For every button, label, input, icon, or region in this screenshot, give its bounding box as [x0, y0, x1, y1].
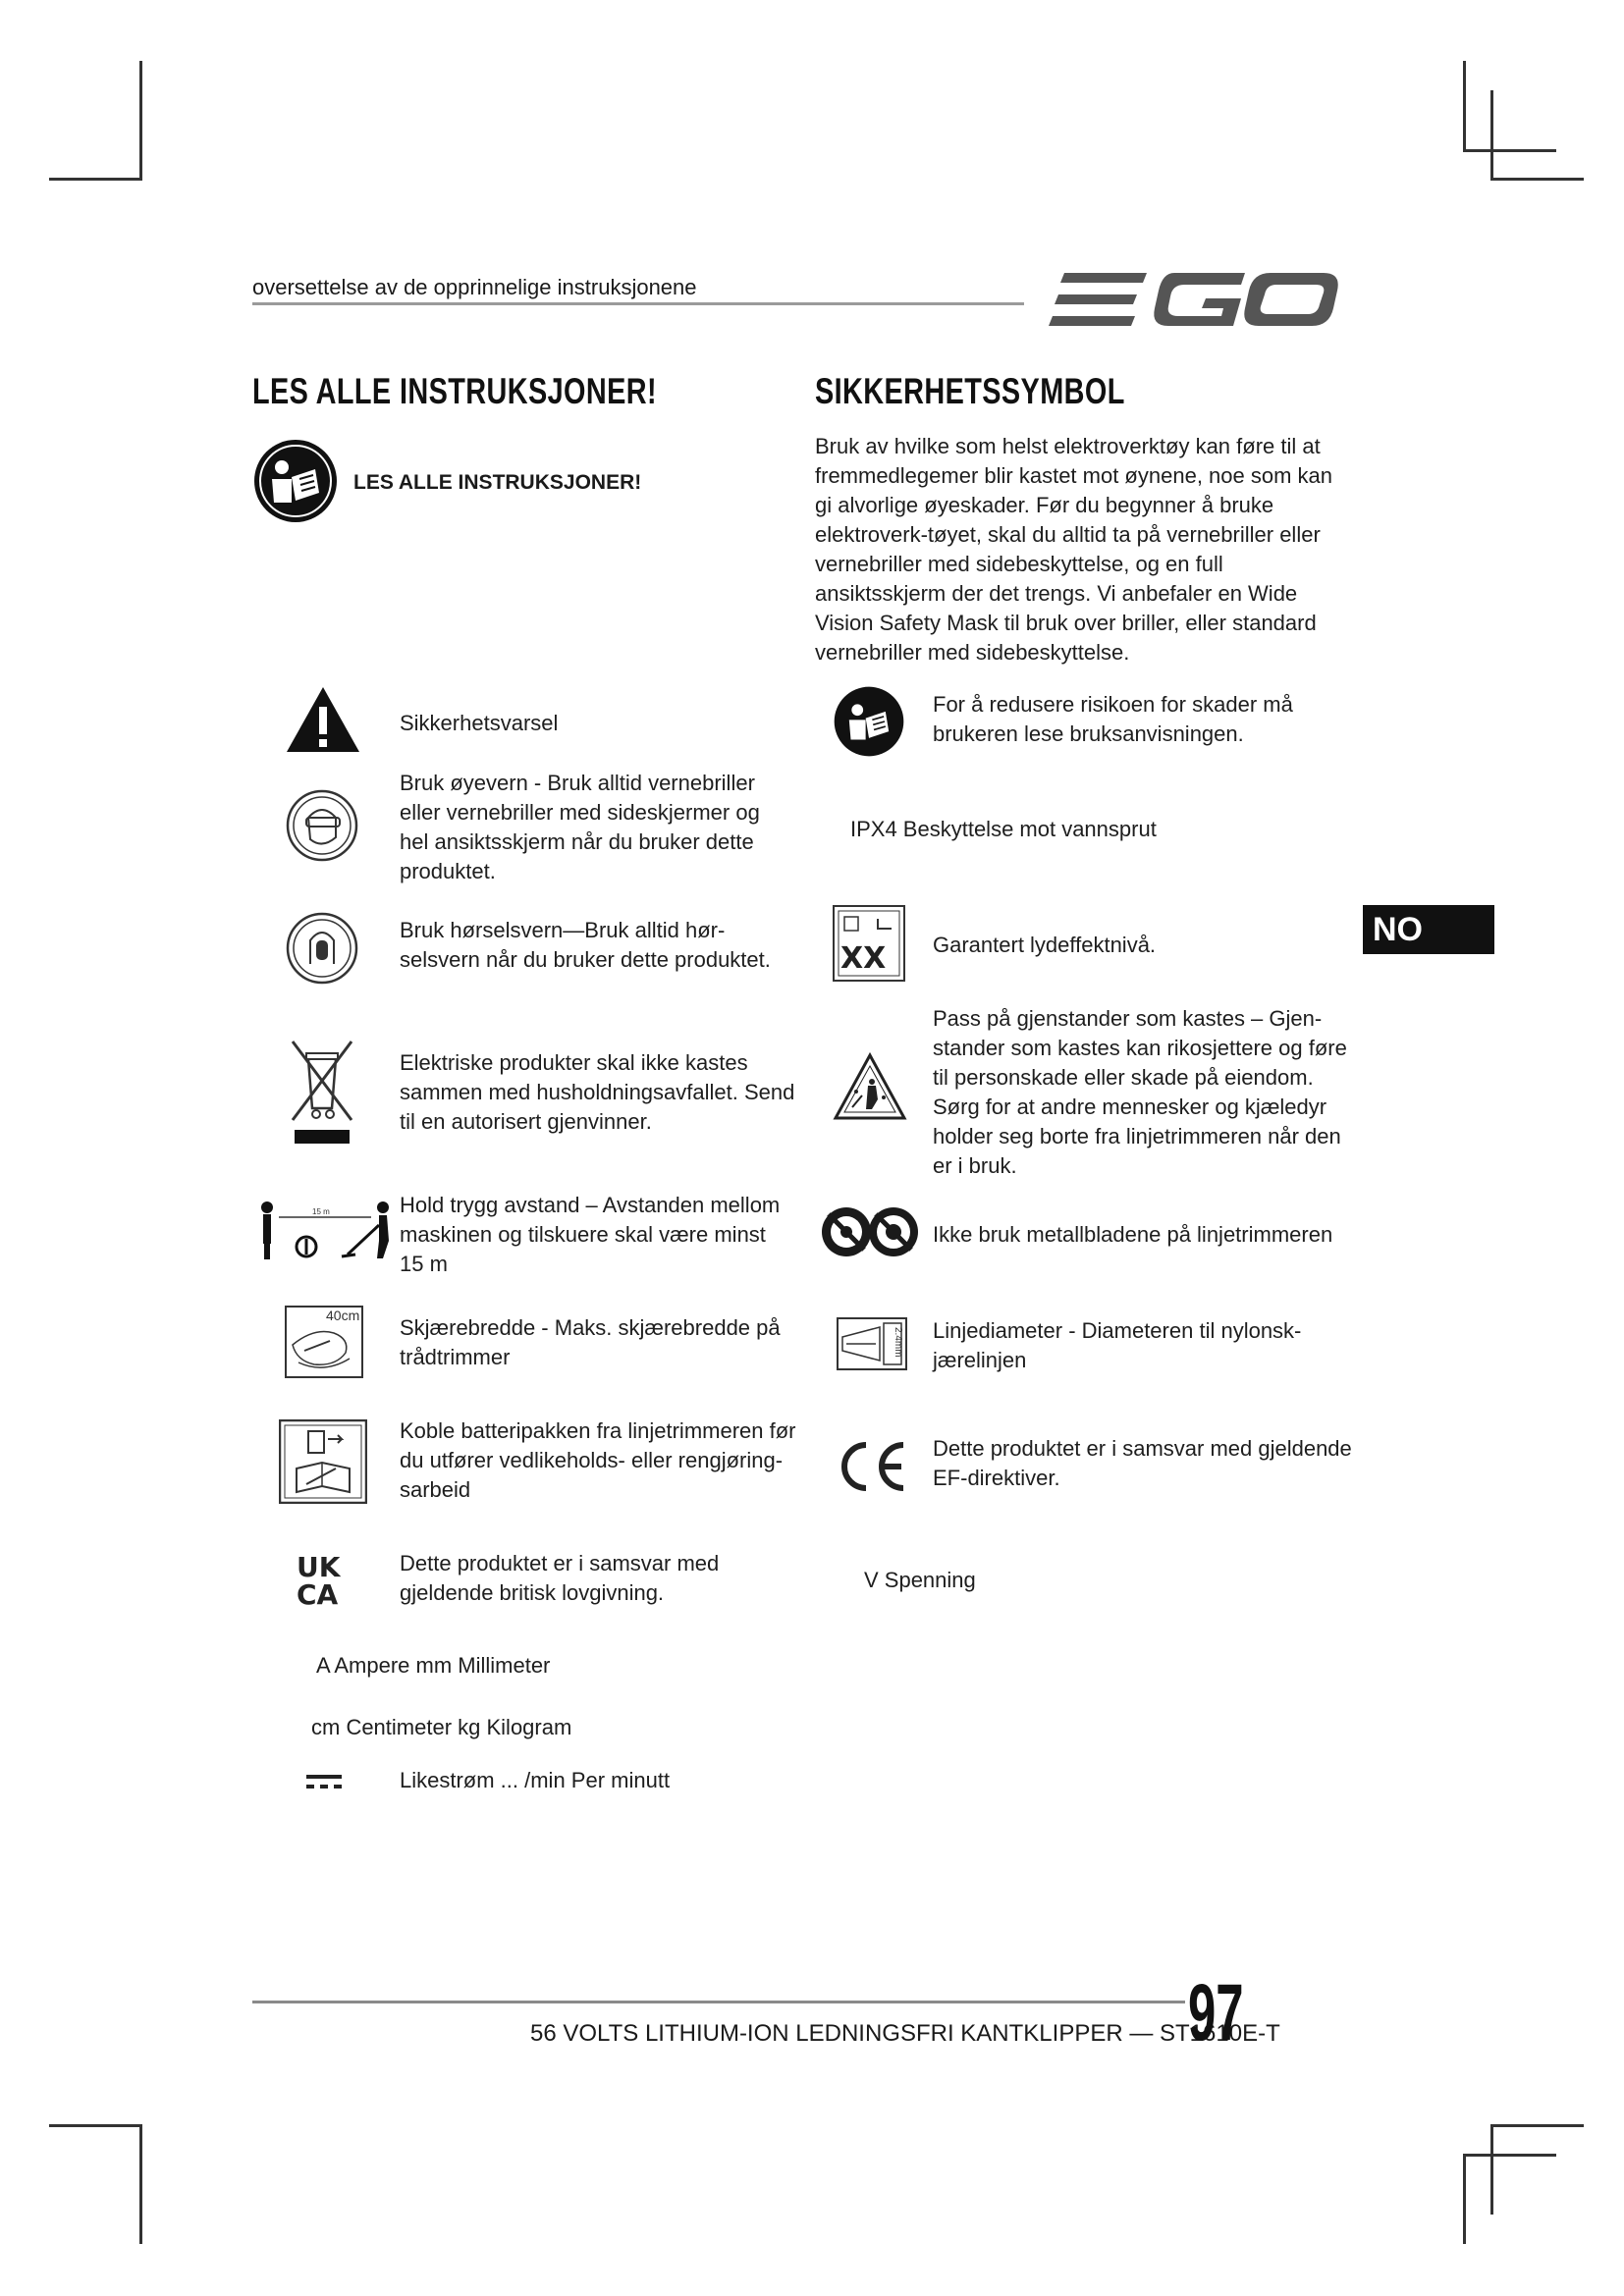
right-symbol-text: Dette produktet er i samsvar med gjeldende EF-direktiver.	[933, 1436, 1352, 1490]
left-symbol-text: Elektriske produkter skal ikke kastes sammen med husholdningsavfallet. Send til en autorisert gjenvinner.	[400, 1050, 795, 1134]
crop-mark	[1490, 178, 1584, 181]
svg-text:CA: CA	[297, 1578, 339, 1608]
read-manual-icon	[833, 685, 905, 758]
disconnect-battery-icon	[279, 1419, 367, 1504]
warning-triangle-icon	[285, 685, 361, 754]
left-symbol-text: Skjærebredde - Maks. skjærebredde på trådtrimmer	[400, 1315, 781, 1369]
safe-distance-icon	[257, 1198, 395, 1262]
crop-mark	[1463, 2154, 1556, 2157]
svg-text:40cm: 40cm	[326, 1308, 360, 1323]
svg-text:2.4mm: 2.4mm	[893, 1327, 903, 1358]
units-ampere-mm: A Ampere mm Millimeter	[316, 1653, 551, 1678]
crop-mark	[49, 2124, 142, 2127]
right-symbol-text: V Spenning	[864, 1568, 976, 1592]
left-section-title: LES ALLE INSTRUKSJONER!	[252, 371, 657, 411]
right-symbol-text: Pass på gjenstander som kastes – Gjen- stander som kastes kan rikosjettere og føre til personskade eller skade på eiendom. Sørg for at andre mennesker og kjæledyr holder seg borte fra linjetrimmeren når den er i bruk.	[933, 1006, 1347, 1178]
direct-current-icon	[306, 1772, 342, 1791]
svg-text:XX: XX	[840, 941, 887, 976]
units-dc-rpm: Likestrøm ... /min Per minutt	[400, 1768, 671, 1792]
crop-mark	[1463, 2154, 1466, 2244]
read-instructions-label: LES ALLE INSTRUKSJONER!	[353, 471, 642, 494]
left-symbol-text: Sikkerhetsvarsel	[400, 711, 559, 735]
read-manual-icon	[252, 438, 339, 524]
crop-mark	[1490, 2124, 1493, 2215]
ukca-mark-icon	[295, 1551, 353, 1608]
footer-product-line: 56 VOLTS LITHIUM-ION LEDNINGSFRI KANTKLIPPER — ST1610E-T	[530, 2020, 1280, 2047]
crop-mark	[1490, 90, 1493, 181]
language-tab: NO	[1363, 905, 1494, 954]
footer-rule	[252, 2001, 1185, 2003]
header-rule	[252, 302, 1024, 305]
ce-mark-icon	[835, 1439, 909, 1494]
units-cm-kg: cm Centimeter kg Kilogram	[311, 1715, 572, 1739]
crop-mark	[139, 2124, 142, 2244]
right-symbol-text: IPX4 Beskyttelse mot vannsprut	[850, 817, 1157, 841]
crop-mark	[1463, 149, 1556, 152]
right-symbol-text: Garantert lydeffektnivå.	[933, 933, 1157, 957]
right-symbol-text: Ikke bruk metallbladene på linjetrimmeren	[933, 1222, 1333, 1247]
svg-text:15 m: 15 m	[312, 1207, 330, 1216]
ego-logo	[1049, 265, 1343, 338]
left-symbol-text: Bruk hørselsvern—Bruk alltid hør- selsvern når du bruker dette produktet.	[400, 918, 771, 972]
crop-mark	[1490, 2124, 1584, 2127]
translation-note: oversettelse av de opprinnelige instruksjonene	[252, 275, 697, 299]
right-symbol-text: For å redusere risikoen for skader må brukeren lese bruksanvisningen.	[933, 692, 1293, 746]
crop-mark	[139, 61, 142, 181]
line-diameter-icon	[837, 1317, 907, 1370]
cutting-width-icon	[285, 1306, 363, 1378]
left-symbol-text: Dette produktet er i samsvar med gjeldende britisk lovgivning.	[400, 1551, 720, 1605]
right-section-title: SIKKERHETSSYMBOL	[815, 371, 1125, 411]
thrown-objects-icon	[833, 1052, 907, 1121]
weee-bin-icon	[287, 1036, 357, 1146]
svg-text:UK: UK	[297, 1551, 341, 1583]
left-symbol-text: Bruk øyevern - Bruk alltid vernebriller eller vernebriller med sideskjermer og hel ansiktsskjerm når du bruker dette produktet.	[400, 771, 760, 883]
no-metal-blades-icon	[819, 1203, 921, 1260]
page-number: 97	[1188, 1968, 1244, 2057]
crop-mark	[49, 178, 142, 181]
eye-protection-icon	[285, 788, 359, 863]
safety-intro-paragraph: Bruk av hvilke som helst elektroverktøy kan føre til at fremmedlegemer blir kastet mot øynene, noe som kan gi alvorlige øyeskader. Før du begynner å bruke elektroverk-tøyet, skal du alltid ta på vernebriller eller vernebriller med sidebeskyttelse, og en full ansiktsskjerm der det trengs. Vi anbefaler en Wide Vision Safety Mask til bruk over briller, eller standard vernebriller med sidebeskyttelse.	[815, 434, 1333, 665]
left-symbol-text: Hold trygg avstand – Avstanden mellom maskinen og tilskuere skal være minst 15 m	[400, 1193, 781, 1276]
sound-power-icon	[833, 905, 905, 982]
hearing-protection-icon	[285, 911, 359, 986]
left-symbol-text: Koble batteripakken fra linjetrimmeren før du utfører vedlikeholds- eller rengjøring- sarbeid	[400, 1418, 796, 1502]
right-symbol-text: Linjediameter - Diameteren til nylonsk- jærelinjen	[933, 1318, 1302, 1372]
crop-mark	[1463, 61, 1466, 151]
